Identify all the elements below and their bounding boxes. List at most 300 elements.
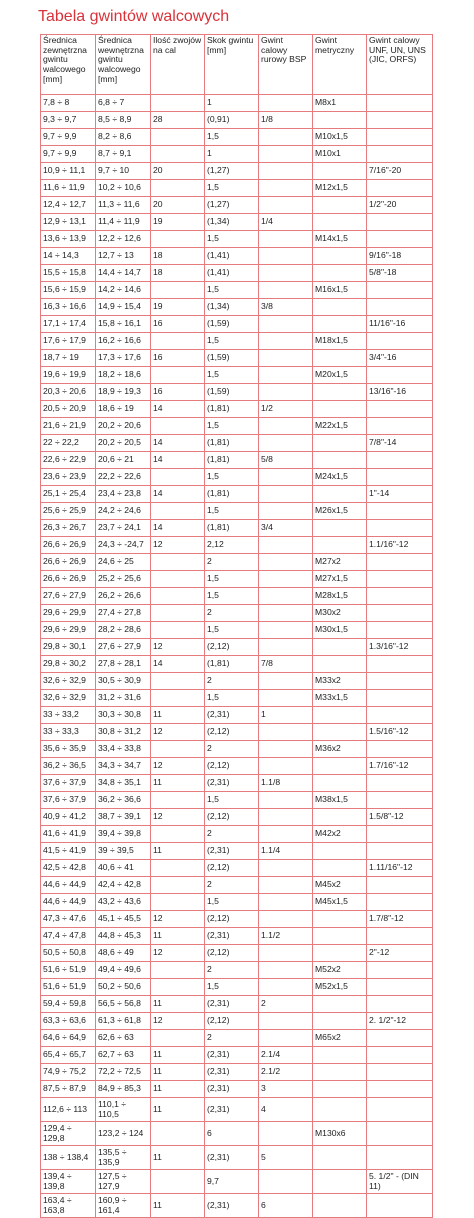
cell-pitch: 1,5 (205, 282, 259, 299)
cell-outer-diameter: 33 ÷ 33,3 (41, 724, 96, 741)
table-row (41, 214, 433, 231)
table-row (41, 1098, 433, 1122)
cell-metric: M27x1,5 (313, 571, 367, 588)
cell-unf: 5. 1/2" - (DIN 11) (367, 1170, 433, 1194)
cell-metric (313, 197, 367, 214)
cell-metric: M14x1,5 (313, 231, 367, 248)
cell-outer-diameter: 17,6 ÷ 17,9 (41, 333, 96, 350)
cell-threads-per-inch: 12 (151, 945, 205, 962)
cell-threads-per-inch: 11 (151, 1146, 205, 1170)
cell-bsp (259, 690, 313, 707)
cell-inner-diameter: 123,2 ÷ 124 (96, 1122, 151, 1146)
cell-threads-per-inch: 28 (151, 112, 205, 129)
cell-outer-diameter: 15,5 ÷ 15,8 (41, 265, 96, 282)
cell-outer-diameter: 17,1 ÷ 17,4 (41, 316, 96, 333)
table-row (41, 282, 433, 299)
table-row (41, 1047, 433, 1064)
cell-outer-diameter: 9,3 ÷ 9,7 (41, 112, 96, 129)
cell-outer-diameter: 18,7 ÷ 19 (41, 350, 96, 367)
cell-outer-diameter: 22,6 ÷ 22,9 (41, 452, 96, 469)
cell-threads-per-inch: 11 (151, 1081, 205, 1098)
cell-threads-per-inch (151, 1170, 205, 1194)
table-row (41, 401, 433, 418)
cell-threads-per-inch (151, 741, 205, 758)
table-row (41, 1013, 433, 1030)
cell-threads-per-inch: 11 (151, 775, 205, 792)
cell-threads-per-inch (151, 673, 205, 690)
table-row (41, 894, 433, 911)
cell-inner-diameter: 10,2 ÷ 10,6 (96, 180, 151, 197)
cell-outer-diameter: 138 ÷ 138,4 (41, 1146, 96, 1170)
cell-inner-diameter: 23,7 ÷ 24,1 (96, 520, 151, 537)
table-row (41, 588, 433, 605)
cell-outer-diameter: 14 ÷ 14,3 (41, 248, 96, 265)
cell-outer-diameter: 29,6 ÷ 29,9 (41, 622, 96, 639)
cell-outer-diameter: 65,4 ÷ 65,7 (41, 1047, 96, 1064)
table-row (41, 95, 433, 112)
cell-threads-per-inch: 11 (151, 1047, 205, 1064)
cell-metric (313, 656, 367, 673)
cell-pitch: (1,81) (205, 520, 259, 537)
cell-pitch: (2,31) (205, 1081, 259, 1098)
cell-bsp: 1/8 (259, 112, 313, 129)
thread-table (40, 34, 433, 1218)
cell-metric (313, 1013, 367, 1030)
cell-bsp (259, 265, 313, 282)
cell-outer-diameter: 63,3 ÷ 63,6 (41, 1013, 96, 1030)
cell-bsp: 5 (259, 1146, 313, 1170)
cell-inner-diameter: 49,4 ÷ 49,6 (96, 962, 151, 979)
cell-threads-per-inch: 11 (151, 843, 205, 860)
cell-metric (313, 758, 367, 775)
cell-bsp (259, 1013, 313, 1030)
cell-bsp: 3 (259, 1081, 313, 1098)
cell-unf (367, 146, 433, 163)
cell-threads-per-inch (151, 1122, 205, 1146)
cell-outer-diameter: 87,5 ÷ 87,9 (41, 1081, 96, 1098)
cell-inner-diameter: 48,6 ÷ 49 (96, 945, 151, 962)
cell-bsp (259, 554, 313, 571)
table-row (41, 248, 433, 265)
table-row (41, 180, 433, 197)
cell-pitch: 1,5 (205, 571, 259, 588)
cell-pitch: 1,5 (205, 894, 259, 911)
cell-pitch: (2,31) (205, 707, 259, 724)
cell-bsp: 5/8 (259, 452, 313, 469)
cell-threads-per-inch (151, 333, 205, 350)
cell-unf (367, 503, 433, 520)
cell-threads-per-inch (151, 860, 205, 877)
cell-unf (367, 673, 433, 690)
cell-threads-per-inch: 14 (151, 435, 205, 452)
cell-inner-diameter: 84,9 ÷ 85,3 (96, 1081, 151, 1098)
cell-inner-diameter: 135,5 ÷ 135,9 (96, 1146, 151, 1170)
cell-unf (367, 622, 433, 639)
cell-outer-diameter: 40,9 ÷ 41,2 (41, 809, 96, 826)
cell-unf: 1.3/16"-12 (367, 639, 433, 656)
cell-threads-per-inch: 14 (151, 520, 205, 537)
cell-outer-diameter: 47,4 ÷ 47,8 (41, 928, 96, 945)
cell-outer-diameter: 51,6 ÷ 51,9 (41, 962, 96, 979)
cell-inner-diameter: 30,8 ÷ 31,2 (96, 724, 151, 741)
cell-outer-diameter: 19,6 ÷ 19,9 (41, 367, 96, 384)
cell-outer-diameter: 112,6 ÷ 113 (41, 1098, 96, 1122)
cell-threads-per-inch (151, 605, 205, 622)
cell-bsp (259, 95, 313, 112)
cell-metric (313, 384, 367, 401)
cell-outer-diameter: 11,6 ÷ 11,9 (41, 180, 96, 197)
cell-inner-diameter: 18,9 ÷ 19,3 (96, 384, 151, 401)
cell-metric (313, 112, 367, 129)
cell-bsp: 1/2 (259, 401, 313, 418)
cell-threads-per-inch (151, 367, 205, 384)
cell-bsp (259, 571, 313, 588)
page-title: Tabela gwintów walcowych (38, 8, 230, 25)
cell-metric: M52x1,5 (313, 979, 367, 996)
cell-unf (367, 333, 433, 350)
cell-metric (313, 520, 367, 537)
cell-inner-diameter: 38,7 ÷ 39,1 (96, 809, 151, 826)
cell-metric (313, 163, 367, 180)
cell-metric (313, 860, 367, 877)
cell-bsp: 2.1/4 (259, 1047, 313, 1064)
cell-bsp (259, 350, 313, 367)
cell-metric: M65x2 (313, 1030, 367, 1047)
cell-pitch: (2,31) (205, 1194, 259, 1218)
cell-outer-diameter: 50,5 ÷ 50,8 (41, 945, 96, 962)
cell-metric (313, 486, 367, 503)
cell-pitch: (1,81) (205, 486, 259, 503)
cell-inner-diameter: 9,7 ÷ 10 (96, 163, 151, 180)
cell-pitch: 6 (205, 1122, 259, 1146)
cell-pitch: (2,31) (205, 775, 259, 792)
cell-unf (367, 1064, 433, 1081)
cell-outer-diameter: 20,3 ÷ 20,6 (41, 384, 96, 401)
cell-inner-diameter: 8,2 ÷ 8,6 (96, 129, 151, 146)
table-row (41, 605, 433, 622)
cell-bsp (259, 197, 313, 214)
cell-metric (313, 537, 367, 554)
cell-inner-diameter: 39,4 ÷ 39,8 (96, 826, 151, 843)
cell-outer-diameter: 26,6 ÷ 26,9 (41, 537, 96, 554)
cell-inner-diameter: 24,6 ÷ 25 (96, 554, 151, 571)
cell-inner-diameter: 62,7 ÷ 63 (96, 1047, 151, 1064)
cell-inner-diameter: 30,3 ÷ 30,8 (96, 707, 151, 724)
table-row (41, 333, 433, 350)
cell-metric: M130x6 (313, 1122, 367, 1146)
table-row (41, 656, 433, 673)
cell-metric: M33x2 (313, 673, 367, 690)
cell-inner-diameter: 43,2 ÷ 43,6 (96, 894, 151, 911)
cell-unf: 1"-14 (367, 486, 433, 503)
cell-unf (367, 1194, 433, 1218)
cell-outer-diameter: 139,4 ÷ 139,8 (41, 1170, 96, 1194)
cell-metric (313, 1098, 367, 1122)
cell-metric: M30x2 (313, 605, 367, 622)
cell-inner-diameter: 16,2 ÷ 16,6 (96, 333, 151, 350)
cell-threads-per-inch: 16 (151, 350, 205, 367)
cell-bsp (259, 622, 313, 639)
cell-pitch: 2 (205, 673, 259, 690)
table-row (41, 792, 433, 809)
cell-pitch: (2,31) (205, 843, 259, 860)
cell-threads-per-inch (151, 690, 205, 707)
cell-unf (367, 180, 433, 197)
cell-outer-diameter: 163,4 ÷ 163,8 (41, 1194, 96, 1218)
cell-pitch: (2,12) (205, 639, 259, 656)
cell-inner-diameter: 56,5 ÷ 56,8 (96, 996, 151, 1013)
cell-inner-diameter: 110,1 ÷ 110,5 (96, 1098, 151, 1122)
cell-unf (367, 605, 433, 622)
cell-bsp (259, 945, 313, 962)
cell-inner-diameter: 61,3 ÷ 61,8 (96, 1013, 151, 1030)
cell-inner-diameter: 18,6 ÷ 19 (96, 401, 151, 418)
cell-inner-diameter: 14,2 ÷ 14,6 (96, 282, 151, 299)
table-row (41, 639, 433, 656)
cell-threads-per-inch (151, 180, 205, 197)
cell-threads-per-inch: 14 (151, 486, 205, 503)
table-row (41, 843, 433, 860)
header-metric: Gwint metryczny (313, 35, 367, 95)
cell-metric (313, 452, 367, 469)
cell-unf (367, 520, 433, 537)
cell-threads-per-inch (151, 979, 205, 996)
table-row (41, 1122, 433, 1146)
cell-pitch: 1,5 (205, 979, 259, 996)
cell-unf: 2"-12 (367, 945, 433, 962)
table-body (41, 95, 433, 1218)
table-row (41, 826, 433, 843)
cell-bsp (259, 588, 313, 605)
cell-pitch: (1,27) (205, 163, 259, 180)
cell-metric: M8x1 (313, 95, 367, 112)
table-row (41, 452, 433, 469)
cell-threads-per-inch: 19 (151, 299, 205, 316)
cell-outer-diameter: 74,9 ÷ 75,2 (41, 1064, 96, 1081)
cell-pitch: (2,12) (205, 860, 259, 877)
cell-threads-per-inch (151, 231, 205, 248)
table-row (41, 146, 433, 163)
table-row (41, 163, 433, 180)
cell-threads-per-inch (151, 1030, 205, 1047)
cell-metric (313, 248, 367, 265)
cell-inner-diameter: 50,2 ÷ 50,6 (96, 979, 151, 996)
cell-threads-per-inch: 14 (151, 401, 205, 418)
header-inner-diameter: Średnica wewnętrzna gwintu walcowego [mm] (96, 35, 151, 95)
cell-unf (367, 231, 433, 248)
cell-unf (367, 367, 433, 384)
table-row (41, 996, 433, 1013)
table-row (41, 758, 433, 775)
cell-outer-diameter: 12,4 ÷ 12,7 (41, 197, 96, 214)
cell-metric: M10x1,5 (313, 129, 367, 146)
cell-threads-per-inch (151, 95, 205, 112)
cell-threads-per-inch: 18 (151, 248, 205, 265)
cell-pitch: 2 (205, 1030, 259, 1047)
cell-metric (313, 809, 367, 826)
cell-inner-diameter: 8,5 ÷ 8,9 (96, 112, 151, 129)
cell-unf (367, 877, 433, 894)
cell-pitch: 2 (205, 826, 259, 843)
cell-inner-diameter: 27,6 ÷ 27,9 (96, 639, 151, 656)
cell-pitch: (1,59) (205, 350, 259, 367)
cell-pitch: 1,5 (205, 180, 259, 197)
cell-pitch: (2,31) (205, 1047, 259, 1064)
cell-unf (367, 401, 433, 418)
cell-threads-per-inch (151, 826, 205, 843)
table-row (41, 571, 433, 588)
table-row (41, 265, 433, 282)
cell-outer-diameter: 33 ÷ 33,2 (41, 707, 96, 724)
table-row (41, 673, 433, 690)
cell-threads-per-inch (151, 571, 205, 588)
cell-outer-diameter: 25,6 ÷ 25,9 (41, 503, 96, 520)
cell-inner-diameter: 39 ÷ 39,5 (96, 843, 151, 860)
cell-unf: 5/8"-18 (367, 265, 433, 282)
cell-unf (367, 928, 433, 945)
cell-outer-diameter: 21,6 ÷ 21,9 (41, 418, 96, 435)
cell-pitch: 1,5 (205, 622, 259, 639)
cell-metric: M18x1,5 (313, 333, 367, 350)
cell-pitch: (1,81) (205, 435, 259, 452)
cell-bsp: 1 (259, 707, 313, 724)
cell-outer-diameter: 13,6 ÷ 13,9 (41, 231, 96, 248)
cell-outer-diameter: 29,6 ÷ 29,9 (41, 605, 96, 622)
cell-unf (367, 299, 433, 316)
cell-inner-diameter: 40,6 ÷ 41 (96, 860, 151, 877)
cell-metric (313, 401, 367, 418)
header-unf: Gwint calowy UNF, UN, UNS (JIC, ORFS) (367, 35, 433, 95)
cell-metric: M38x1,5 (313, 792, 367, 809)
cell-pitch: (0,91) (205, 112, 259, 129)
cell-pitch: 1,5 (205, 588, 259, 605)
header-bsp: Gwint calowy rurowy BSP (259, 35, 313, 95)
cell-metric (313, 945, 367, 962)
cell-threads-per-inch: 11 (151, 1064, 205, 1081)
cell-unf (367, 843, 433, 860)
cell-unf: 2. 1/2"-12 (367, 1013, 433, 1030)
cell-inner-diameter: 15,8 ÷ 16,1 (96, 316, 151, 333)
cell-bsp (259, 826, 313, 843)
cell-threads-per-inch: 11 (151, 1194, 205, 1218)
cell-outer-diameter: 26,6 ÷ 26,9 (41, 571, 96, 588)
cell-threads-per-inch: 11 (151, 1098, 205, 1122)
table-row (41, 554, 433, 571)
table-row (41, 962, 433, 979)
cell-inner-diameter: 33,4 ÷ 33,8 (96, 741, 151, 758)
cell-threads-per-inch: 14 (151, 452, 205, 469)
cell-bsp (259, 962, 313, 979)
cell-outer-diameter: 36,2 ÷ 36,5 (41, 758, 96, 775)
cell-metric: M45x2 (313, 877, 367, 894)
cell-pitch: 1,5 (205, 129, 259, 146)
table-row (41, 690, 433, 707)
cell-outer-diameter: 10,9 ÷ 11,1 (41, 163, 96, 180)
cell-threads-per-inch: 11 (151, 996, 205, 1013)
cell-inner-diameter: 27,8 ÷ 28,1 (96, 656, 151, 673)
cell-threads-per-inch: 12 (151, 809, 205, 826)
cell-pitch: 1,5 (205, 333, 259, 350)
cell-metric (313, 775, 367, 792)
cell-bsp (259, 639, 313, 656)
cell-metric (313, 1170, 367, 1194)
cell-inner-diameter: 23,4 ÷ 23,8 (96, 486, 151, 503)
cell-outer-diameter: 16,3 ÷ 16,6 (41, 299, 96, 316)
cell-threads-per-inch: 12 (151, 724, 205, 741)
cell-pitch: (2,31) (205, 996, 259, 1013)
table-row (41, 928, 433, 945)
cell-metric (313, 265, 367, 282)
cell-threads-per-inch: 12 (151, 639, 205, 656)
table-row (41, 435, 433, 452)
cell-inner-diameter: 14,9 ÷ 15,4 (96, 299, 151, 316)
cell-outer-diameter: 44,6 ÷ 44,9 (41, 894, 96, 911)
cell-threads-per-inch (151, 554, 205, 571)
cell-metric: M20x1,5 (313, 367, 367, 384)
cell-unf (367, 979, 433, 996)
cell-pitch: (1,59) (205, 384, 259, 401)
cell-unf (367, 112, 433, 129)
cell-threads-per-inch: 20 (151, 163, 205, 180)
cell-metric (313, 707, 367, 724)
cell-pitch: (1,81) (205, 452, 259, 469)
cell-metric: M36x2 (313, 741, 367, 758)
cell-unf (367, 996, 433, 1013)
cell-threads-per-inch (151, 503, 205, 520)
cell-bsp (259, 809, 313, 826)
cell-threads-per-inch (151, 894, 205, 911)
cell-outer-diameter: 32,6 ÷ 32,9 (41, 673, 96, 690)
cell-metric: M26x1,5 (313, 503, 367, 520)
cell-threads-per-inch (151, 129, 205, 146)
cell-pitch: (2,12) (205, 809, 259, 826)
cell-metric: M12x1,5 (313, 180, 367, 197)
table-row (41, 911, 433, 928)
cell-inner-diameter: 8,7 ÷ 9,1 (96, 146, 151, 163)
cell-inner-diameter: 26,2 ÷ 26,6 (96, 588, 151, 605)
cell-unf: 1.1/16"-12 (367, 537, 433, 554)
cell-inner-diameter: 62,6 ÷ 63 (96, 1030, 151, 1047)
cell-unf (367, 656, 433, 673)
cell-bsp (259, 741, 313, 758)
cell-outer-diameter: 41,5 ÷ 41,9 (41, 843, 96, 860)
cell-inner-diameter: 14,4 ÷ 14,7 (96, 265, 151, 282)
table-row (41, 724, 433, 741)
cell-threads-per-inch: 20 (151, 197, 205, 214)
cell-inner-diameter: 160,9 ÷ 161,4 (96, 1194, 151, 1218)
cell-outer-diameter: 37,6 ÷ 37,9 (41, 775, 96, 792)
cell-outer-diameter: 42,5 ÷ 42,8 (41, 860, 96, 877)
cell-bsp (259, 282, 313, 299)
table-row (41, 350, 433, 367)
cell-outer-diameter: 59,4 ÷ 59,8 (41, 996, 96, 1013)
cell-pitch: 1,5 (205, 367, 259, 384)
cell-outer-diameter: 22 ÷ 22,2 (41, 435, 96, 452)
cell-unf (367, 1098, 433, 1122)
cell-metric (313, 996, 367, 1013)
cell-pitch: 1,5 (205, 418, 259, 435)
cell-outer-diameter: 64,6 ÷ 64,9 (41, 1030, 96, 1047)
cell-unf (367, 554, 433, 571)
cell-unf (367, 214, 433, 231)
cell-threads-per-inch (151, 146, 205, 163)
table-row (41, 877, 433, 894)
cell-outer-diameter: 32,6 ÷ 32,9 (41, 690, 96, 707)
cell-bsp (259, 894, 313, 911)
table-row (41, 1146, 433, 1170)
cell-bsp: 7/8 (259, 656, 313, 673)
cell-unf (367, 962, 433, 979)
